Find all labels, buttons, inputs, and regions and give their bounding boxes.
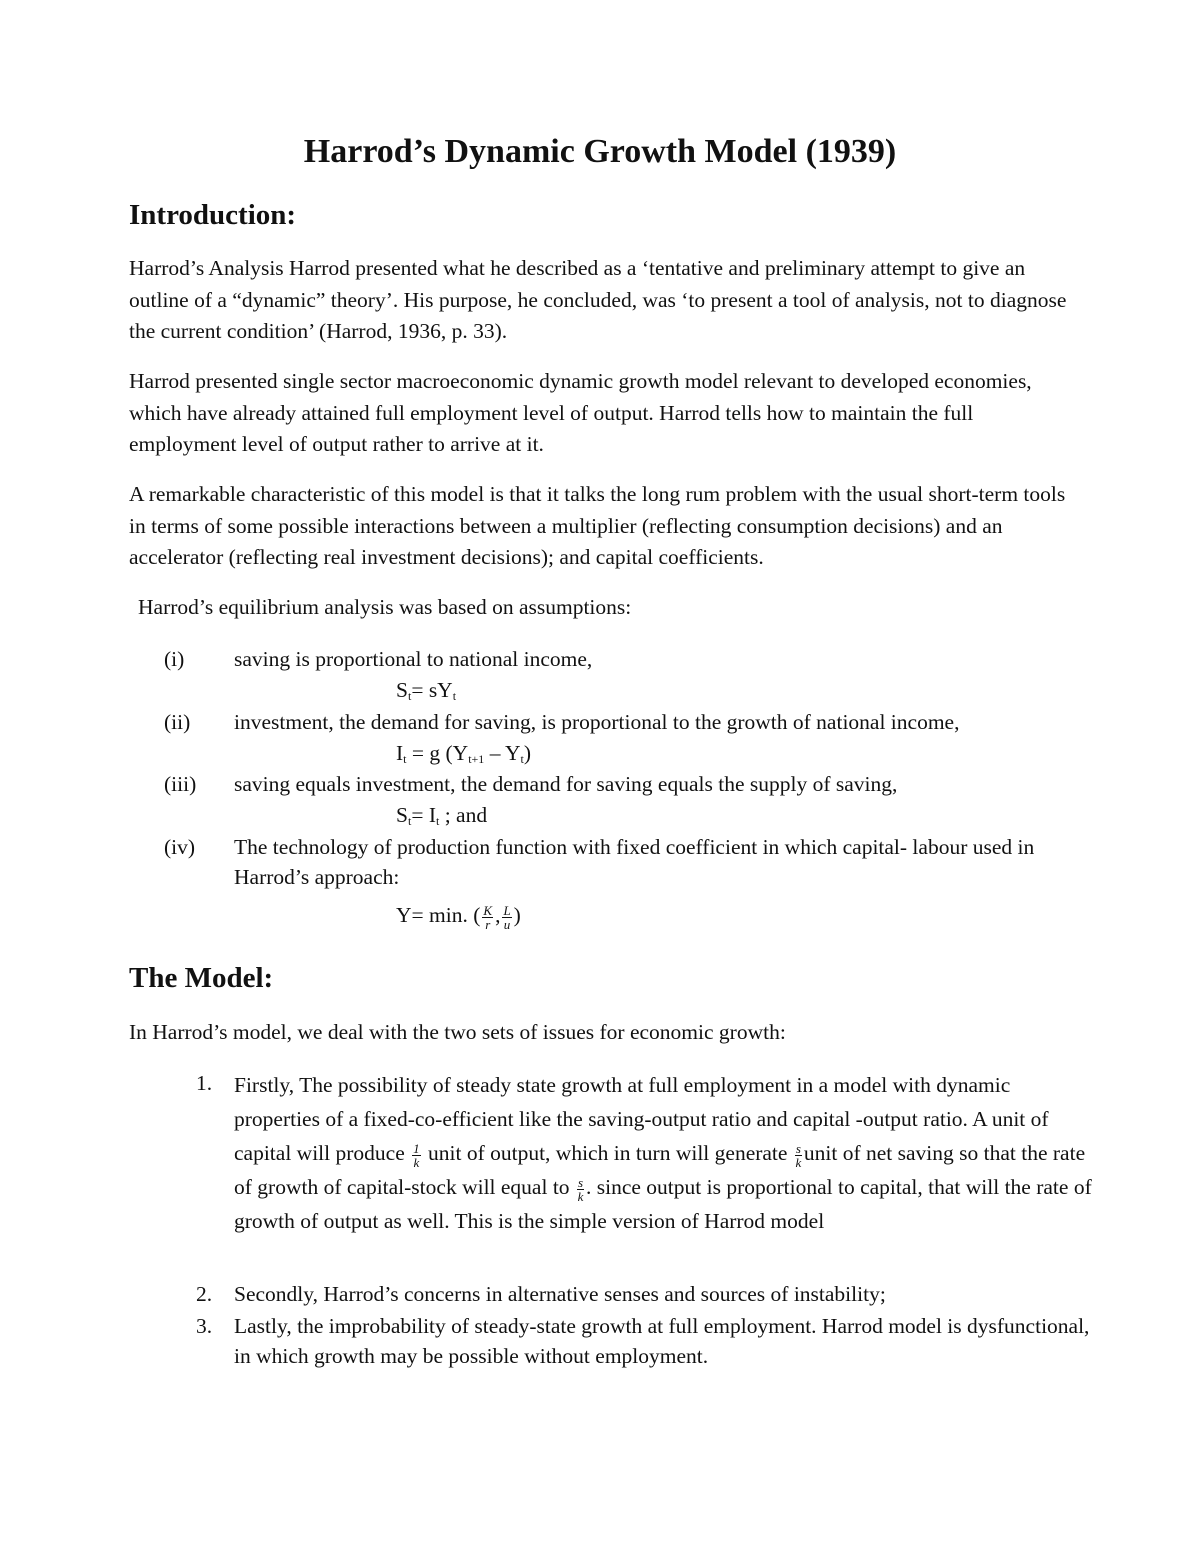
equation-investment: $I_t = g$ $(Y_{t+1} - Y_t)$ bbox=[396, 741, 532, 766]
list-item: Firstly, The possibility of steady state growth at full employment in a model with dynamic properties of a fixed-co-efficient like the saving-output ratio and capital -output ratio. A unit of capital will produce $\frac{1}{k}$ unit of output, which in turn will generate $\frac{s}{k}$ unit of net saving so that the rate of growth of capital-stock will equal to $\frac{s}{k}$ . since output is proportional to capital, that will the rate of growth of output as well. This is the simple version of Harrod model bbox=[234, 1073, 1092, 1233]
page-title: Harrod’s Dynamic Growth Model (1939) bbox=[303, 133, 897, 170]
assumption-text: saving is proportional to national income, bbox=[234, 647, 593, 671]
introduction-heading: Introduction: bbox=[129, 199, 297, 231]
model-heading: The Model: bbox=[129, 962, 274, 994]
assumption-text: The technology of production function with fixed coefficient in which capital- labour used in Harrod’s approach: bbox=[234, 835, 1035, 889]
model-lead: In Harrod’s model, we deal with the two sets of issues for economic growth: bbox=[129, 1020, 786, 1044]
assumptions-lead: Harrod’s equilibrium analysis was based on assumptions: bbox=[138, 595, 632, 619]
assumption-marker: (iii) bbox=[164, 772, 197, 796]
list-item-marker: 1. bbox=[196, 1071, 213, 1095]
assumption-text: saving equals investment, the demand for saving equals the supply of saving, bbox=[234, 772, 898, 796]
fraction-1-over-k: $\frac{1}{k}$ bbox=[413, 1140, 420, 1170]
list-item-marker: 2. bbox=[196, 1282, 213, 1306]
intro-paragraph-1: Harrod’s Analysis Harrod presented what he described as a ‘tentative and preliminary attempt to give an outline of a “dynamic” theory’. His purpose, he concluded, was ‘to present a tool of analysis, not to diagnose the current condition’ (Harrod, 1936, p. 33). bbox=[129, 256, 1067, 343]
assumption-text: investment, the demand for saving, is proportional to the growth of national income, bbox=[234, 710, 960, 734]
assumption-marker: (i) bbox=[164, 647, 185, 671]
intro-paragraph-2: Harrod presented single sector macroeconomic dynamic growth model relevant to developed economies, which have already attained full employment level of output. Harrod tells how to maintain the full employment level of output rather to arrive at it. bbox=[129, 369, 1032, 456]
intro-paragraph-3: A remarkable characteristic of this model is that it talks the long rum problem with the usual short-term tools in terms of some possible interactions between a multiplier (reflecting consumption decisions) and an accelerator (reflecting real investment decisions); and capital coefficients. bbox=[129, 482, 1066, 569]
fraction-k-over-r: $\frac{K}{r}$ bbox=[483, 902, 493, 932]
assumption-marker: (ii) bbox=[164, 710, 191, 734]
fraction-s-over-k: $\frac{s}{k}$ bbox=[577, 1174, 584, 1204]
fraction-s-over-k: $\frac{s}{k}$ bbox=[795, 1140, 802, 1170]
equation-production-function: Y= min. ( $\frac{K}{r}$ , $\frac{L}{u}$ ) bbox=[396, 902, 521, 932]
assumption-marker: (iv) bbox=[164, 835, 196, 859]
list-item: Secondly, Harrod’s concerns in alternative senses and sources of instability; bbox=[234, 1282, 886, 1306]
list-item-marker: 3. bbox=[196, 1314, 213, 1338]
equation-saving: $S_t= sY_t$ bbox=[396, 678, 457, 703]
fraction-l-over-u: $\frac{L}{u}$ bbox=[503, 902, 511, 932]
equation-equilibrium: $S_t= I_t$ ; and bbox=[396, 803, 488, 828]
list-item: Lastly, the improbability of steady-state growth at full employment. Harrod model is dysfunctional, in which growth may be possible without employment. bbox=[234, 1314, 1090, 1368]
